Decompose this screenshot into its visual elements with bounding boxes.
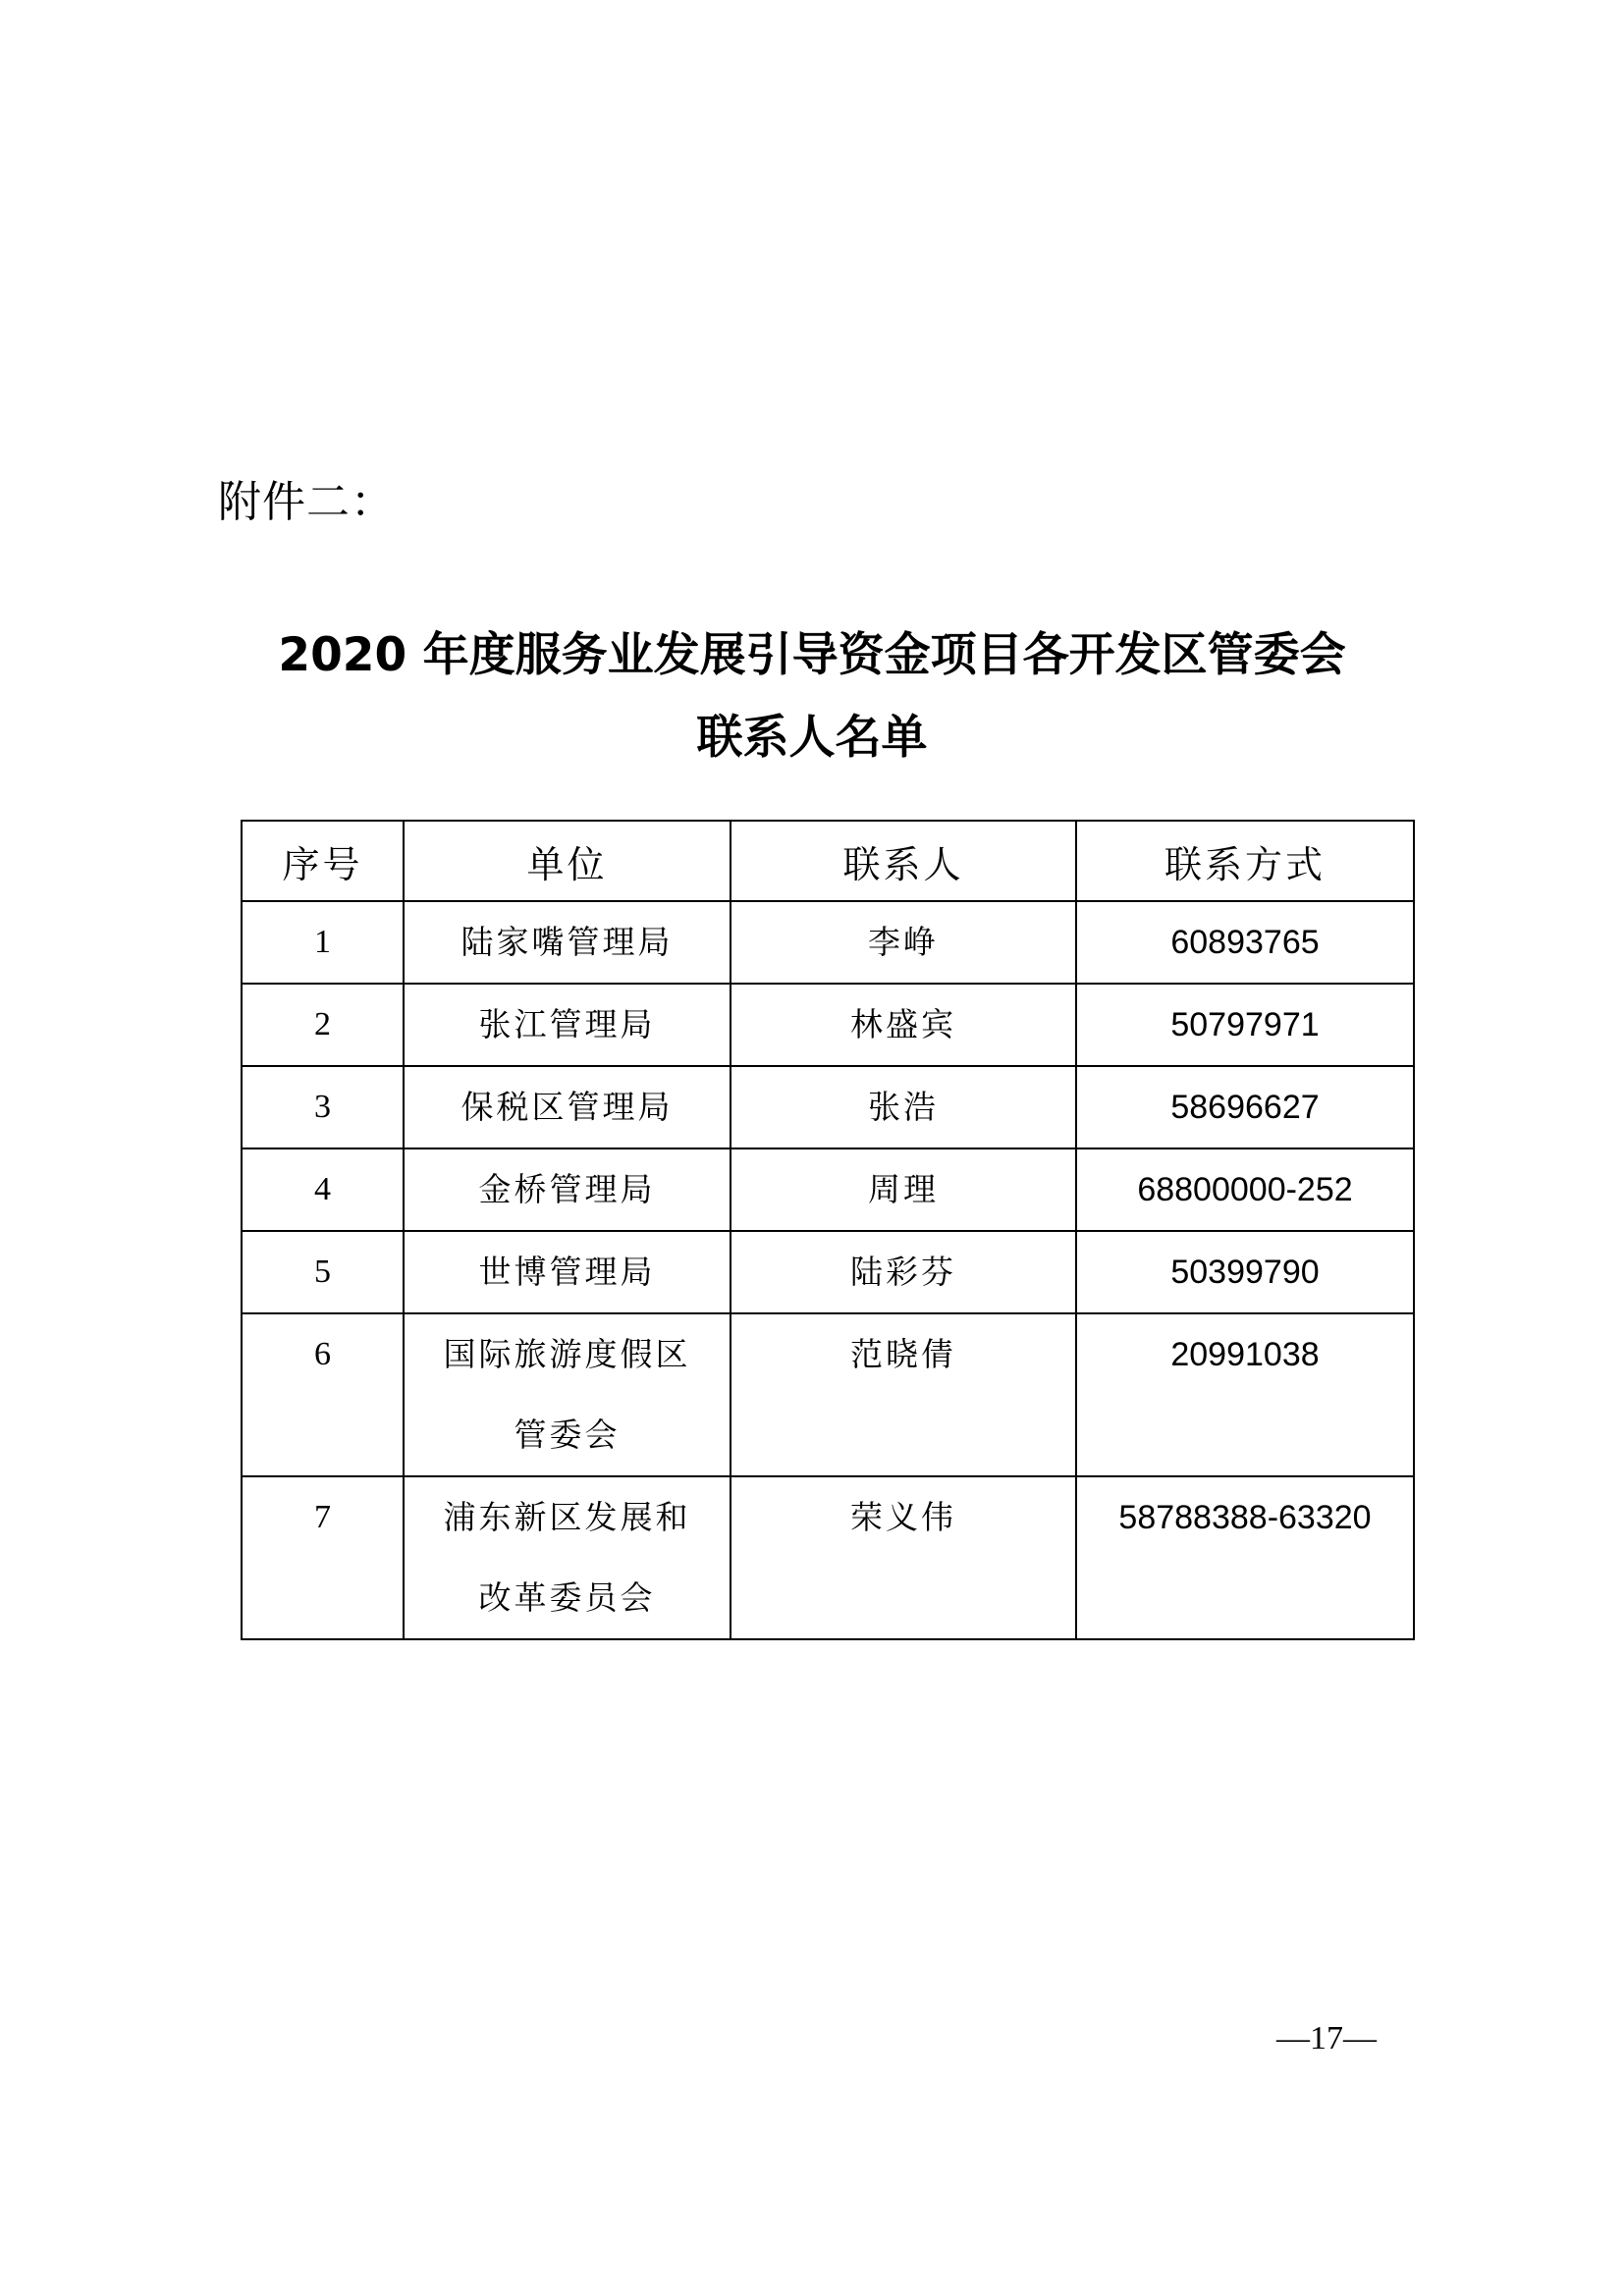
row-unit: 世博管理局	[404, 1231, 731, 1313]
row-phone: 58788388-63320	[1076, 1476, 1414, 1639]
row-contact: 林盛宾	[731, 984, 1076, 1066]
row-phone: 68800000-252	[1076, 1148, 1414, 1231]
table-row	[242, 901, 1414, 984]
row-phone: 20991038	[1076, 1313, 1414, 1476]
row-unit	[404, 1476, 731, 1639]
row-phone: 50797971	[1076, 984, 1414, 1066]
row-phone: 58696627	[1076, 1066, 1414, 1148]
row-no: 7	[242, 1476, 404, 1639]
row-unit-line-1: 浦东新区发展和	[443, 1498, 691, 1536]
row-unit: 陆家嘴管理局	[404, 901, 731, 984]
contacts-table	[241, 820, 1415, 1640]
row-contact: 范晓倩	[731, 1313, 1076, 1476]
header-contact: 联系人	[731, 821, 1076, 901]
header-unit: 单位	[404, 821, 731, 901]
row-contact: 荣义伟	[731, 1476, 1076, 1639]
table-row	[242, 1231, 1414, 1313]
row-unit-line-2: 改革委员会	[478, 1578, 656, 1617]
row-no: 1	[242, 901, 404, 984]
table-row	[242, 1066, 1414, 1148]
row-no: 5	[242, 1231, 404, 1313]
row-unit	[404, 1313, 731, 1476]
row-contact: 陆彩芬	[731, 1231, 1076, 1313]
row-unit-line-2: 管委会	[514, 1415, 621, 1454]
table-header-row	[242, 821, 1414, 901]
table-row	[242, 1148, 1414, 1231]
table-row	[242, 1476, 1414, 1639]
row-no: 4	[242, 1148, 404, 1231]
row-no: 2	[242, 984, 404, 1066]
row-unit: 金桥管理局	[404, 1148, 731, 1231]
table-row	[242, 984, 1414, 1066]
row-no: 3	[242, 1066, 404, 1148]
row-phone: 60893765	[1076, 901, 1414, 984]
row-unit-line-1: 国际旅游度假区	[443, 1335, 691, 1373]
row-contact: 周理	[731, 1148, 1076, 1231]
row-contact: 李峥	[731, 901, 1076, 984]
document-title-line-1: 2020 年度服务业发展引导资金项目各开发区管委会	[278, 628, 1346, 682]
page-number: —17—	[1276, 2020, 1377, 2056]
row-contact: 张浩	[731, 1066, 1076, 1148]
attachment-label: 附件二：	[218, 477, 395, 527]
header-no: 序号	[242, 821, 404, 901]
row-no: 6	[242, 1313, 404, 1476]
header-phone: 联系方式	[1076, 821, 1414, 901]
row-unit: 保税区管理局	[404, 1066, 731, 1148]
row-unit: 张江管理局	[404, 984, 731, 1066]
row-phone: 50399790	[1076, 1231, 1414, 1313]
table-row	[242, 1313, 1414, 1476]
document-title-line-2: 联系人名单	[696, 711, 928, 765]
